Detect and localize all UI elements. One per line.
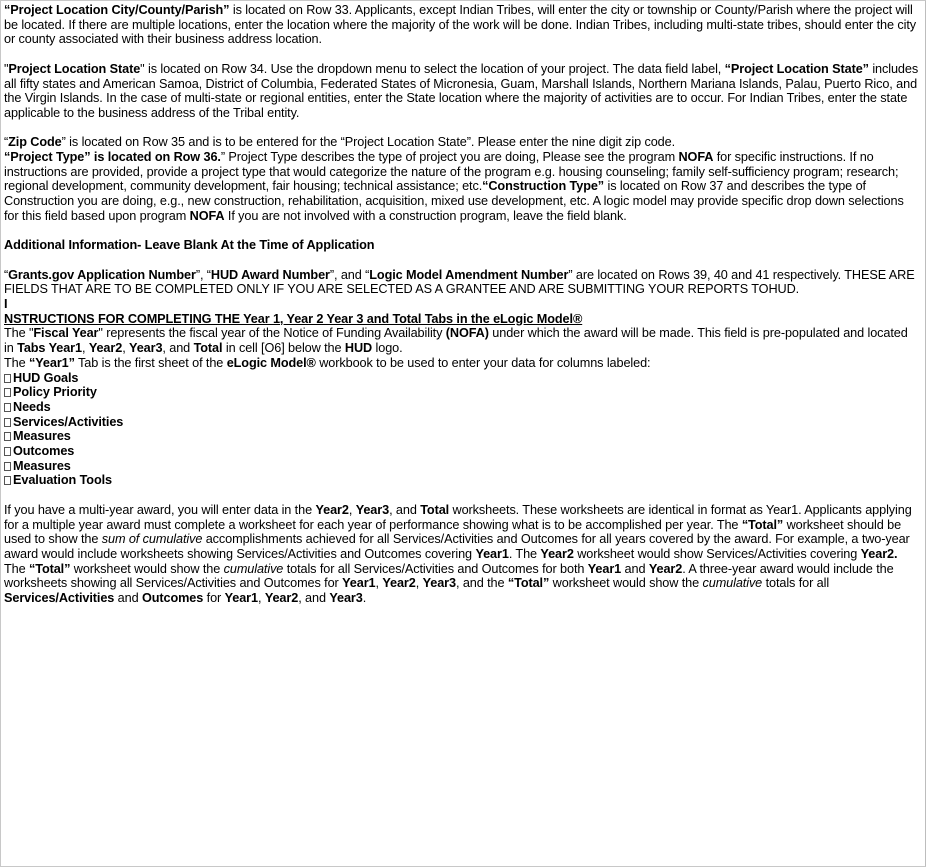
text-run: Year3: [129, 341, 163, 356]
text-run: , and: [298, 591, 330, 606]
paragraph-project-type: [4, 150, 920, 224]
list-item: [4, 459, 920, 474]
text-run: Outcomes: [141, 591, 204, 606]
text-run: for: [203, 591, 225, 606]
paragraph-zip-code: [4, 135, 920, 150]
text-run: workbook to be used to enter your data for columns labeled:: [315, 355, 651, 370]
text-run: " is located on Row 34. Use the dropdown menu to select the location of your project. The data field label,: [140, 61, 725, 76]
text-run: “: [4, 267, 9, 282]
paragraph-project-location-state: [4, 62, 920, 121]
missing-glyph-box-icon: [4, 403, 11, 412]
text-run: “Year1”: [29, 355, 75, 370]
text-run: .: [362, 591, 367, 606]
list-item-label: HUD Goals: [13, 370, 79, 385]
text-run: “Construction Type”: [482, 179, 605, 194]
column-labels-list: [4, 371, 920, 489]
missing-glyph-box-icon: [4, 432, 11, 441]
text-run: ,: [348, 502, 356, 517]
list-item: [4, 400, 920, 415]
list-item-label: Policy Priority: [13, 385, 97, 400]
text-run: Total: [193, 341, 223, 356]
text-run: ” is located on Row 35 and is to be entered for the “Project Location State”. Please enter the nine digit zip code.: [61, 135, 676, 150]
text-run: Year2: [648, 561, 683, 576]
missing-glyph-box-icon: [4, 476, 11, 485]
text-run: Year3: [355, 502, 390, 517]
text-run: Year2: [264, 591, 299, 606]
text-run: totals for all: [762, 576, 830, 591]
text-run: , and: [389, 502, 421, 517]
text-run: Grants.gov Application Number: [8, 267, 196, 282]
text-run: Zip Code: [8, 135, 62, 150]
text-run: accomplishments achieved for all Services/Activities and Outcomes for all years covered by the award. For example, a two-year award would include worksheets showing Services/Activities and Outcomes covering: [4, 532, 910, 561]
text-run: “Total”: [741, 517, 784, 532]
text-run: worksheet would show Services/Activities covering: [573, 546, 861, 561]
text-run: includes all fifty states and American Samoa, District of Columbia, Federated States of Micronesia, Guam, Marshall Islands, Northern Mariana Islands, Palau, Puerto Rico, and the Virgin Islands. In the case of multi-state or regional entities, enter the State location where the majority of activities are to occur. For Indian Tribes, enter the state applicable to the business address of the Tribal entity.: [4, 61, 919, 120]
text-run: totals for all Services/Activities and Outcomes for both: [283, 561, 588, 576]
text-run: ,: [415, 576, 423, 591]
text-run: ” Project Type describes the type of project you are doing, Please see the program: [220, 150, 679, 164]
heading-instructions-initial: [4, 297, 920, 312]
list-item: [4, 429, 920, 444]
list-item: [4, 444, 920, 459]
list-item: [4, 385, 920, 400]
text-run: ” are located on Rows 39, 40 and 41 respectively. THESE ARE FIELDS THAT ARE TO BE COMPLETED ONLY IF YOU ARE SELECTED AS A GRANTEE AND ARE SUBMITTING YOUR REPORTS TOHUD.: [4, 267, 915, 297]
text-run: ": [4, 61, 9, 76]
paragraph-fiscal-year: [4, 326, 920, 355]
missing-glyph-box-icon: [4, 462, 11, 471]
text-run: . The: [508, 546, 541, 561]
paragraph-year1-tab: [4, 356, 920, 371]
heading-instructions-tabs: [4, 312, 920, 327]
text-run: ”, and “: [329, 267, 370, 282]
text-run: Additional Information- Leave Blank At the Time of Application: [4, 238, 375, 253]
list-item-label: Measures: [13, 458, 71, 473]
text-run: worksheet would show the: [549, 576, 703, 591]
list-item: [4, 415, 920, 430]
missing-glyph-box-icon: [4, 374, 11, 383]
text-run: is located on Row 33. Applicants, except Indian Tribes, will enter the city or township or County/Parish where the project will be located. If there are multiple locations, enter the location where the majority of the work will be done. Indian Tribes, including multi-state tribes, should enter the city or county associated with their business address location.: [4, 3, 916, 47]
text-run: is located on Row 37 and describes the type of Construction you are doing, e.g., new construction, rehabilitation, acquisition, mixed use development, etc. A logic model may provide specific drop down selections for this field based upon program: [4, 179, 904, 223]
list-item-label: Evaluation Tools: [13, 473, 112, 488]
text-run: “Project Type” is located on Row 36.: [4, 150, 221, 164]
paragraph-grantee-fields: [4, 268, 920, 297]
text-run: (NOFA): [445, 326, 489, 341]
text-run: , and: [162, 341, 194, 356]
list-item-label: Needs: [13, 399, 51, 414]
heading-additional-information: [4, 238, 920, 253]
text-run: Year3: [422, 576, 456, 591]
list-item-label: Measures: [13, 429, 71, 444]
text-run: Project Location State: [8, 61, 141, 76]
text-run: “Project Location State”: [724, 61, 869, 76]
text-run: , and the: [455, 576, 508, 591]
text-run: HUD Award Number: [210, 267, 330, 282]
text-run: ,: [81, 341, 89, 356]
text-run: NOFA: [678, 150, 714, 164]
text-run: Year2: [540, 546, 574, 561]
text-run: ,: [375, 576, 383, 591]
text-run: worksheet would show the: [70, 561, 224, 576]
text-run: If you have a multi-year award, you will enter data in the: [4, 502, 316, 517]
text-run: worksheet should be used to show the: [4, 517, 902, 547]
text-run: and: [621, 561, 649, 576]
text-run: HUD: [344, 341, 373, 356]
text-run: I: [4, 297, 8, 311]
text-run: NOFA: [189, 208, 225, 223]
text-run: Year1: [475, 546, 509, 561]
text-run: Services/Activities: [4, 591, 115, 606]
text-run: eLogic Model®: [226, 355, 316, 370]
text-run: and: [114, 591, 142, 606]
paragraph-multi-year-award: [4, 503, 920, 606]
text-run: under which the award will be made. This field is pre-populated and located in: [4, 326, 908, 356]
text-run: cumulative: [702, 576, 763, 591]
list-item-label: Outcomes: [13, 444, 75, 459]
text-run: Year2: [382, 576, 416, 591]
text-run: Year1: [224, 591, 258, 606]
text-run: Logic Model Amendment Number: [369, 267, 569, 282]
text-run: The: [4, 355, 29, 370]
text-run: “Project Location City/County/Parish”: [4, 3, 230, 17]
list-item: [4, 371, 920, 386]
text-run: cumulative: [223, 561, 284, 576]
text-run: logo.: [372, 341, 403, 356]
text-run: ”, “: [195, 267, 211, 282]
text-run: " represents the fiscal year of the Notice of Funding Availability: [98, 326, 446, 341]
text-run: Total: [420, 502, 450, 517]
text-run: . A three-year award would include the worksheets showing all Services/Activities and Outcomes for: [4, 561, 894, 591]
text-run: worksheets. These worksheets are identical in format as Year1. Applicants applying for a multiple year award must complete a worksheet for each year of performance showing what is to be accomplished per year. The: [4, 502, 912, 532]
text-run: ,: [257, 591, 265, 606]
text-run: Year3: [329, 591, 363, 606]
text-run: Year1: [587, 561, 622, 576]
text-run: If you are not involved with a construction program, leave the field blank.: [224, 208, 627, 223]
text-run: Year1: [342, 576, 376, 591]
text-run: “Total”: [29, 561, 71, 576]
list-item: [4, 473, 920, 488]
text-run: ,: [122, 341, 130, 356]
missing-glyph-box-icon: [4, 418, 11, 427]
text-run: The: [4, 561, 29, 576]
instructions-text: [4, 3, 920, 606]
text-run: Fiscal Year: [33, 326, 99, 341]
text-run: in cell [O6] below the: [222, 341, 345, 356]
text-run: Tab is the first sheet of the: [74, 355, 227, 370]
text-run: sum of cumulative: [101, 532, 203, 547]
text-run: NSTRUCTIONS FOR COMPLETING THE Year 1, Year 2 Year 3 and Total Tabs in the eLogic Model®: [4, 311, 583, 326]
text-run: Year2: [88, 341, 123, 356]
missing-glyph-box-icon: [4, 447, 11, 456]
text-run: Tabs Year1: [17, 341, 82, 356]
list-item-label: Services/Activities: [13, 414, 124, 429]
text-run: “: [4, 135, 9, 150]
paragraph-project-location-city: [4, 3, 920, 47]
text-run: for specific instructions. If no instructions are provided, provide a project type that would categorize the nature of the program e.g. housing counseling; family self-sufficiency program; research; regional development, community development, fair housing; technical assistance; etc.: [4, 150, 899, 194]
text-run: Year2: [315, 502, 349, 517]
missing-glyph-box-icon: [4, 388, 11, 397]
text-run: “Total”: [507, 576, 550, 591]
text-run: Year2.: [860, 546, 898, 561]
text-run: The ": [4, 326, 34, 341]
